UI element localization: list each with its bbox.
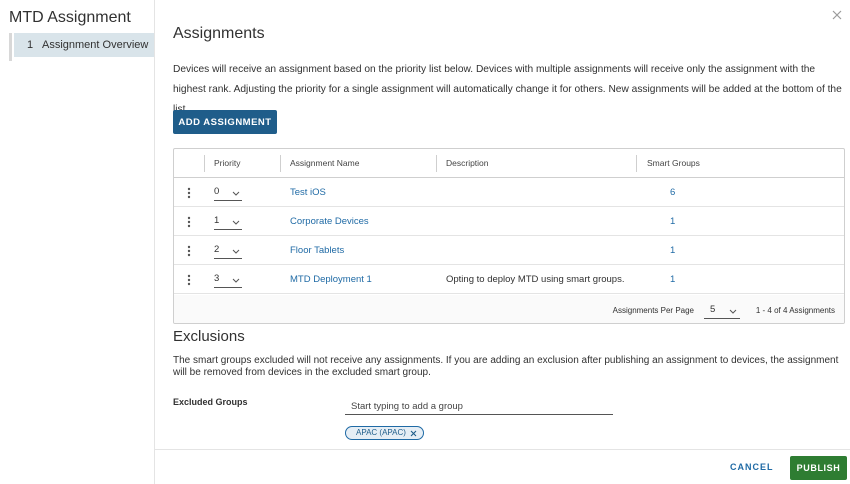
assignments-title: Assignments	[173, 25, 265, 42]
assignment-name-link[interactable]: Corporate Devices	[290, 216, 369, 227]
table-header	[174, 149, 844, 178]
table-row	[174, 236, 844, 265]
close-icon[interactable]	[410, 430, 417, 437]
column-separator[interactable]	[280, 155, 281, 172]
assignments-description: Devices will receive an assignment based on the priority list below. Devices with multiple assignments will receive only the assignment with the highest rank. Adjusting the priority for a single assignment will automatically change it for others. New assignments will be added at the bottom of the	[173, 64, 842, 95]
per-page-value: 5	[710, 304, 716, 315]
step-number: 1	[26, 39, 34, 51]
add-assignment-button[interactable]: ADD ASSIGNMENT	[173, 110, 277, 134]
table-row	[174, 178, 844, 207]
column-separator[interactable]	[636, 155, 637, 172]
kebab-icon[interactable]	[187, 236, 191, 265]
table-row	[174, 207, 844, 236]
excluded-groups-input[interactable]	[345, 398, 613, 415]
priority-select[interactable]	[214, 213, 242, 230]
kebab-icon[interactable]	[187, 265, 191, 294]
priority-value: 0	[214, 186, 220, 197]
main-panel	[155, 0, 850, 484]
sidebar-title: MTD Assignment	[9, 9, 131, 26]
chip-label: APAC (APAC)	[356, 428, 406, 437]
chevron-down-icon	[232, 216, 240, 231]
column-header-priority[interactable]: Priority	[214, 158, 241, 168]
chevron-down-icon	[729, 305, 737, 321]
close-icon[interactable]	[830, 8, 844, 22]
step-label: Assignment Overview	[42, 39, 149, 51]
wizard-sidebar	[0, 0, 155, 484]
kebab-icon[interactable]	[187, 207, 191, 236]
smart-groups-count-link[interactable]: 1	[670, 274, 676, 285]
excluded-group-chip	[345, 426, 424, 440]
smart-groups-count-link[interactable]: 1	[670, 245, 676, 256]
column-header-description[interactable]: Description	[446, 158, 489, 168]
priority-value: 3	[214, 273, 220, 284]
priority-select[interactable]	[214, 184, 242, 201]
exclusions-description: The smart groups excluded will not receive any assignments. If you are adding an exclusion after publishing an assignment to devices, the assignment will be removed from devices in the excluded smart group.	[173, 355, 839, 378]
table-row	[174, 265, 844, 294]
chevron-down-icon	[232, 187, 240, 202]
excluded-groups-label: Excluded Groups	[173, 397, 248, 407]
step-rail	[9, 33, 12, 61]
chevron-down-icon	[232, 245, 240, 260]
step-assignment-overview[interactable]	[14, 33, 154, 57]
pagination-count: 1 - 4 of 4 Assignments	[755, 306, 835, 315]
cancel-button[interactable]: CANCEL	[730, 462, 774, 472]
column-separator[interactable]	[204, 155, 205, 172]
chevron-down-icon	[232, 274, 240, 289]
assignment-description: Opting to deploy MTD using smart groups.	[446, 274, 625, 285]
priority-select[interactable]	[214, 242, 242, 259]
exclusions-title: Exclusions	[173, 328, 245, 345]
assignment-name-link[interactable]: MTD Deployment 1	[290, 274, 372, 285]
column-separator[interactable]	[436, 155, 437, 172]
kebab-icon[interactable]	[187, 178, 191, 207]
publish-button[interactable]: PUBLISH	[790, 456, 847, 480]
assignments-table	[173, 148, 845, 324]
assignment-name-link[interactable]: Test iOS	[290, 187, 326, 198]
smart-groups-count-link[interactable]: 6	[670, 187, 676, 198]
smart-groups-count-link[interactable]: 1	[670, 216, 676, 227]
per-page-label: Assignments Per Page	[612, 306, 694, 315]
column-header-assignment-name[interactable]: Assignment Name	[290, 158, 360, 168]
table-pagination	[174, 295, 844, 324]
per-page-select[interactable]	[704, 302, 740, 319]
assignment-name-link[interactable]: Floor Tablets	[290, 245, 345, 256]
priority-select[interactable]	[214, 271, 242, 288]
priority-value: 1	[214, 215, 220, 226]
priority-value: 2	[214, 244, 220, 255]
column-header-smart-groups[interactable]: Smart Groups	[647, 158, 700, 168]
